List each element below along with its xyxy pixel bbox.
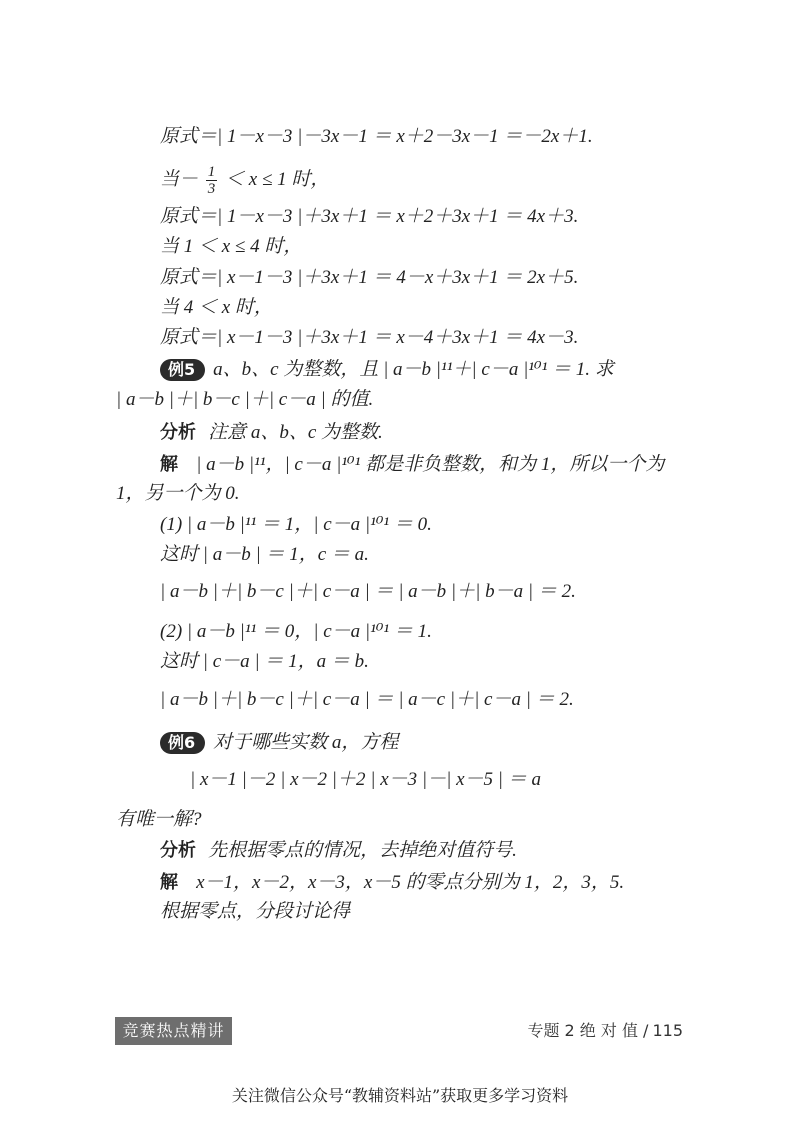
condition-suffix: ＜ x ≤ 1 时， xyxy=(225,168,330,190)
page-number: 115 xyxy=(652,1021,683,1040)
analysis-5-text: 注意 a、b、c 为整数. xyxy=(208,422,383,443)
analysis-6-label: 分析 xyxy=(160,840,196,861)
fraction-numerator: 1 xyxy=(207,164,216,180)
example-6-line xyxy=(160,730,398,755)
solution-6-text: x－1，x－2，x－3，x－5 的零点分别为 1，2，3，5. xyxy=(196,872,625,893)
condition-prefix: 当－ xyxy=(160,168,199,190)
formula-line-1: 原式＝| 1－x－3 |－3x－1 ＝ x＋2－3x－1 ＝－2x＋1. xyxy=(160,126,593,147)
solution-5-text: | a－b |¹¹，| c－a |¹⁰¹ 都是非负整数，和为 1，所以一个为 xyxy=(196,454,665,475)
case-1-then: 这时 | a－b | ＝ 1，c ＝ a. xyxy=(160,544,369,565)
solution-5-text-cont: 1，另一个为 0. xyxy=(116,483,240,504)
solution-6-label: 解 xyxy=(160,872,178,893)
example-6-text: 对于哪些实数 a，方程 xyxy=(213,732,399,753)
footer-section-tag: 竞赛热点精讲 xyxy=(115,1017,232,1045)
footer-chapter-title: 专题 2 绝 对 值 / xyxy=(527,1021,649,1040)
example-5-line xyxy=(160,357,614,382)
example-6-badge: 例6 xyxy=(160,732,205,754)
case-2-result: | a－b |＋| b－c |＋| c－a | ＝ | a－c |＋| c－a | ＝ 2. xyxy=(160,689,574,710)
condition-line-1 xyxy=(160,164,329,197)
watermark-note: 关注微信公众号“教辅资料站”获取更多学习资料 xyxy=(231,1086,569,1105)
solution-6-text-cont: 根据零点，分段讨论得 xyxy=(160,901,351,922)
condition-line-3: 当 4 ＜ x 时， xyxy=(160,297,273,318)
example-6-question: 有唯一解? xyxy=(116,809,202,830)
case-1-result: | a－b |＋| b－c |＋| c－a | ＝ | a－b |＋| b－a | ＝ 2. xyxy=(160,581,576,602)
analysis-6-line xyxy=(160,838,517,863)
fraction-denominator: 3 xyxy=(207,181,216,197)
analysis-5-line xyxy=(160,420,383,445)
solution-5-label: 解 xyxy=(160,454,178,475)
case-1-line: (1) | a－b |¹¹ ＝ 1，| c－a |¹⁰¹ ＝ 0. xyxy=(160,514,432,535)
fraction xyxy=(206,164,218,197)
formula-line-4: 原式＝| x－1－3 |＋3x＋1 ＝ x－4＋3x＋1 ＝ 4x－3. xyxy=(160,327,579,348)
case-2-then: 这时 | c－a | ＝ 1，a ＝ b. xyxy=(160,651,369,672)
example-5-badge: 例5 xyxy=(160,359,205,381)
example-5-text: a、b、c 为整数，且 | a－b |¹¹＋| c－a |¹⁰¹ ＝ 1. 求 xyxy=(213,359,614,380)
case-2-line: (2) | a－b |¹¹ ＝ 0，| c－a |¹⁰¹ ＝ 1. xyxy=(160,621,432,642)
footer-chapter xyxy=(527,1019,683,1043)
formula-line-2: 原式＝| 1－x－3 |＋3x＋1 ＝ x＋2＋3x＋1 ＝ 4x＋3. xyxy=(160,206,579,227)
solution-6-line xyxy=(160,870,624,895)
solution-5-line xyxy=(160,452,664,477)
analysis-6-text: 先根据零点的情况，去掉绝对值符号. xyxy=(208,840,517,861)
formula-line-3: 原式＝| x－1－3 |＋3x＋1 ＝ 4－x＋3x＋1 ＝ 2x＋5. xyxy=(160,267,579,288)
condition-line-2: 当 1 ＜ x ≤ 4 时， xyxy=(160,236,303,257)
example-6-equation: | x－1 |－2 | x－2 |＋2 | x－3 |－| x－5 | ＝ a xyxy=(190,769,542,790)
example-5-text-cont: | a－b |＋| b－c |＋| c－a | 的值. xyxy=(116,389,374,410)
analysis-5-label: 分析 xyxy=(160,422,196,443)
